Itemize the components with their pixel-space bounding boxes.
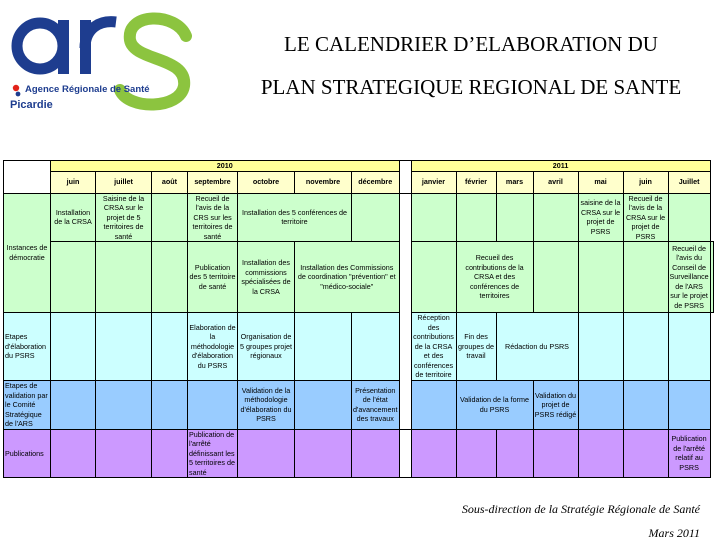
empty-cell — [295, 313, 352, 381]
month-cell: mars — [496, 171, 533, 193]
cell-redaction: Rédaction du PSRS — [496, 313, 578, 381]
empty-cell — [710, 242, 713, 313]
cell-commissions: Installation des commissions spécialisées de la CRSA — [238, 242, 295, 313]
empty-cell — [352, 429, 400, 478]
month-cell: novembre — [295, 171, 352, 193]
cell-validation-methodologie: Validation de la méthodologie d'élaboration du PSRS — [238, 381, 295, 430]
region-text: Picardie — [10, 99, 53, 111]
month-header-row — [4, 171, 714, 193]
empty-cell — [51, 242, 96, 313]
row-label-publications: Publications — [4, 429, 51, 478]
empty-cell — [411, 429, 456, 478]
empty-cell — [496, 429, 533, 478]
empty-cell — [578, 381, 623, 430]
empty-cell — [668, 381, 710, 430]
cell-fin-groupes: Fin des groupes de travail — [456, 313, 496, 381]
row-label-validation: Etapes de validation par le Comité Stratégique de l'ARS — [4, 381, 51, 430]
month-cell: octobre — [238, 171, 295, 193]
empty-cell — [533, 193, 578, 242]
empty-cell — [96, 429, 152, 478]
table-row — [4, 193, 714, 242]
empty-cell — [496, 193, 533, 242]
gap-cell — [399, 193, 411, 429]
year-2010: 2010 — [51, 161, 400, 172]
org-name-text: Agence Régionale de Santé — [25, 84, 150, 95]
month-cell: janvier — [411, 171, 456, 193]
month-cell: septembre — [188, 171, 238, 193]
empty-cell — [411, 242, 456, 313]
table-row — [4, 429, 714, 478]
cell-recueil-2010: Recueil de l'avis de la CRS sur les territoires de santé — [188, 193, 238, 242]
empty-cell — [96, 381, 152, 430]
year-gap — [399, 161, 411, 194]
empty-cell — [295, 429, 352, 478]
row-label-etapes: Etapes d'élaboration du PSRS — [4, 313, 51, 381]
month-cell: juin — [623, 171, 668, 193]
empty-cell — [96, 242, 152, 313]
cell-saisine-2010: Saisine de la CRSA sur le projet de 5 territoires de santé — [96, 193, 152, 242]
month-cell: avril — [533, 171, 578, 193]
cell-publication-arrete-2010: Publication de l'arrêté définissant les 5 territoires de santé — [188, 429, 238, 478]
gap-cell — [399, 429, 411, 478]
cell-recueil-2011: Recueil de l'avis de la CRSA sur le projet de PSRS — [623, 193, 668, 242]
empty-cell — [238, 429, 295, 478]
month-cell: juin — [51, 171, 96, 193]
month-cell: Juillet — [668, 171, 710, 193]
year-header-row — [4, 161, 714, 172]
empty-cell — [152, 429, 188, 478]
cell-methodologie: Elaboration de la méthodologie d'élaboration du PSRS — [188, 313, 238, 381]
empty-cell — [623, 381, 668, 430]
empty-cell — [456, 193, 496, 242]
empty-cell — [668, 193, 710, 242]
cell-validation-projet: Validation du projet de PSRS rédigé — [533, 381, 578, 430]
table-row — [4, 381, 714, 430]
cell-installation-crsa: Installation de la CRSA — [51, 193, 96, 242]
empty-cell — [51, 313, 96, 381]
empty-cell — [188, 381, 238, 430]
year-2011: 2011 — [411, 161, 710, 172]
cell-presentation: Présentation de l'état d'avancement des travaux — [352, 381, 400, 430]
table-row — [4, 313, 714, 381]
month-cell: décembre — [352, 171, 400, 193]
empty-cell — [152, 381, 188, 430]
empty-cell — [578, 242, 623, 313]
ars-logo — [8, 6, 198, 118]
empty-cell — [578, 429, 623, 478]
cell-conferences: Installation des 5 conférences de territoire — [238, 193, 352, 242]
footer-directorate: Sous-direction de la Stratégie Régionale de Santé — [461, 502, 700, 516]
empty-cell — [456, 429, 496, 478]
cell-contributions: Recueil des contributions de la CRSA et des conférences de territoires — [456, 242, 533, 313]
empty-cell — [623, 242, 668, 313]
footer-date: Mars 2011 — [648, 526, 700, 540]
month-cell: août — [152, 171, 188, 193]
month-cell: mai — [578, 171, 623, 193]
empty-cell — [533, 242, 578, 313]
empty-cell — [51, 381, 96, 430]
empty-cell — [152, 313, 188, 381]
empty-cell — [411, 193, 456, 242]
empty-cell — [668, 313, 710, 381]
month-cell: février — [456, 171, 496, 193]
table-corner — [4, 161, 51, 194]
cell-saisine-2011: saisine de la CRSA sur le projet de PSRS — [578, 193, 623, 242]
empty-cell — [96, 313, 152, 381]
row-label-instances: Instances de démocratie — [4, 193, 51, 313]
empty-cell — [352, 193, 400, 242]
cell-commissions-coordination: Installation des Commissions de coordination "prévention" et "médico-sociale" — [295, 242, 400, 313]
cell-groupes-projet: Organisation de 5 groupes projet régionaux — [238, 313, 295, 381]
empty-cell — [295, 381, 352, 430]
empty-cell — [152, 193, 188, 242]
cell-conseil-surveillance: Recueil de l'avis du Conseil de Surveillance de l'ARS sur le projet de PSRS — [668, 242, 710, 313]
empty-cell — [352, 313, 400, 381]
cell-publication-arrete-2011: Publication de l'arrêté relatif au PSRS — [668, 429, 710, 478]
cell-reception-contributions: Réception des contributions de la CRSA et des conférences de territoire — [411, 313, 456, 381]
empty-cell — [623, 313, 668, 381]
month-cell: juillet — [96, 171, 152, 193]
calendar-table — [3, 160, 714, 478]
cell-validation-forme: Validation de la forme du PSRS — [456, 381, 533, 430]
table-row — [4, 242, 714, 313]
empty-cell — [152, 242, 188, 313]
empty-cell — [51, 429, 96, 478]
empty-cell — [623, 429, 668, 478]
title-line-2: PLAN STRATEGIQUE REGIONAL DE SANTE — [260, 75, 682, 99]
cell-publication-territoires: Publication des 5 territoire de santé — [188, 242, 238, 313]
empty-cell — [533, 429, 578, 478]
title-line-1: LE CALENDRIER D’ELABORATION DU — [284, 32, 658, 56]
empty-cell — [411, 381, 456, 430]
empty-cell — [578, 313, 623, 381]
